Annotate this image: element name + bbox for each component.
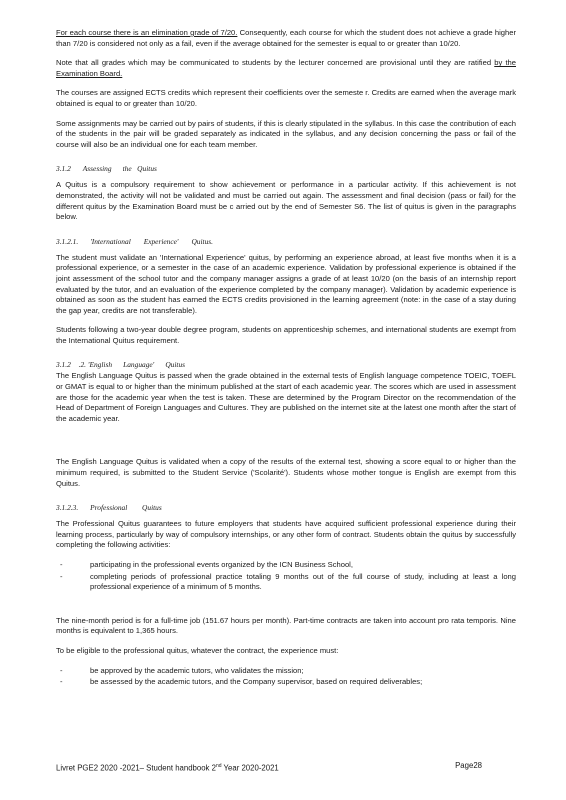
quitus-heading-number: 3.1.2 [56, 164, 71, 174]
professional-activities-list [56, 560, 516, 593]
spacer [56, 433, 516, 457]
dash-bullet: - [60, 677, 63, 687]
nine-month-paragraph: The nine-month period is for a full-time job (151.67 hours per month). Part-time contracts are taken into account pro rata temporis. Nine months is equivalent to 1,365 hours. [56, 615, 516, 636]
provisional-grades-text: Note that all grades which may be communicated to students by the lecturer concerned are provisional until they are ratified [56, 58, 495, 68]
elimination-grade-paragraph [56, 28, 516, 49]
dash-bullet: - [60, 571, 63, 581]
eligibility-paragraph: To be eligible to the professional quitus, whatever the contract, the experience must: [56, 645, 339, 655]
document-page [56, 28, 516, 697]
elimination-grade-underlined: For each course there is an elimination grade of 7/20. [56, 28, 238, 37]
page-footer [56, 761, 482, 774]
footer-handbook-title [56, 761, 279, 774]
international-heading-number: 3.1.2.1. [56, 236, 79, 246]
english-heading-text: .2. 'English Language' Quitus [76, 360, 186, 370]
list-item [56, 666, 516, 677]
footer-title-text: Livret PGE2 2020 -2021– Student handbook 2 [56, 763, 216, 773]
page-number: Page28 [455, 761, 482, 770]
list-item-text: be assessed by the academic tutors, and the Company supervisor, based on required deliverables; [90, 677, 423, 687]
ects-credits-paragraph: The courses are assigned ECTS credits which represent their coefficients over the semeste r. Credits are earned when the average mark obtained is equal to or greater than 10/20. [56, 88, 516, 108]
dash-bullet: - [60, 665, 63, 675]
quitus-heading-text: Assessing the Quitus [82, 164, 157, 174]
professional-paragraph: The Professional Quitus guarantees to future employers that students have acquired sufficient professional experience during their learning process, particularly by way of compulsory internships, or any other form of contract. Students obtain the quitus by successfully completing the following activities: [56, 519, 516, 550]
international-exempt-paragraph: Students following a two-year double degree program, students on apprenticeship schemes, and international students are exempt from the International Quitus requirement. [56, 325, 516, 345]
eligibility-list [56, 666, 516, 688]
examination-board-underlined: by the Examination Board. [56, 58, 516, 78]
list-item-text: be approved by the academic tutors, who validates the mission; [90, 665, 304, 675]
spacer [56, 602, 516, 616]
english-validation-paragraph: The English Language Quitus is validated when a copy of the results of the external test, showing a score equal to or higher than the minimum required, is submitted to the Student Service ('Scolarité'). Students whose mother tongue is English are exempt from this Quitus. [56, 457, 516, 488]
english-heading [56, 360, 516, 370]
professional-heading [56, 503, 516, 513]
list-item-text: participating in the professional events organized by the ICN Business School, [90, 560, 353, 569]
footer-year-text: Year 2020-2021 [221, 763, 279, 773]
professional-heading-number: 3.1.2.3. [56, 503, 79, 513]
list-item [56, 572, 516, 593]
list-item [56, 560, 516, 571]
english-heading-number: 3.1.2 [56, 360, 71, 370]
list-item-text: completing periods of professional practice totaling 9 months out of the full course of study, including at least a long professional experience of a minimum of 5 months. [90, 571, 516, 592]
list-item [56, 677, 516, 688]
elimination-grade-text: Consequently, each course for which the student does not achieve a grade higher than 7/20 is considered not only as a fail, even if the average obtained for the semester is equal to or greater than 10/20. [56, 28, 516, 48]
provisional-grades-paragraph [56, 58, 516, 79]
international-paragraph: The student must validate an 'International Experience' quitus, by performing an experience abroad, at least five months when it is a professional experience, or a semester in the case of an academic experience. Validation by professional experience is obtained if the joint assessment of the school tutor and the company manager assigns a grade of at least 10/20 (on the basis of an internship report evaluated by the tutor, and an evaluation of the experience completed by the company manager). Validation by academic experience is obtained as soon as the student has earned the ECTS credits provisioned in the learning agreement (note: in the case of a stay during the gap year, credits are not transferable). [56, 252, 516, 315]
pair-assignments-paragraph: Some assignments may be carried out by pairs of students, if this is clearly stipulated in the syllabus. In this case the contribution of each of the students in the pair will be graded separately as indicated in the syllabus, and any decision concerning the pass or fail of the course will also be an individual one for each team member. [56, 118, 516, 149]
footer-title-superscript: nd [215, 763, 222, 769]
international-heading [56, 237, 516, 247]
international-heading-text: 'International Experience' Quitus. [90, 236, 213, 246]
quitus-paragraph: A Quitus is a compulsory requirement to show achievement or performance in a particular activity. If this achievement is not demonstrated, the activity will not be validated and must be carried out again. The assessment and final decision (pass or fail) for the different quitus by the Examination Board must be c arried out by the end of Semester S6. The list of quitus is given in the paragraphs below. [56, 180, 516, 222]
dash-bullet: - [60, 560, 63, 569]
professional-heading-text: Professional Quitus [90, 503, 162, 513]
english-paragraph: The English Language Quitus is passed when the grade obtained in the external tests of English language competence TOEIC, TOEFL or GMAT is equal to or higher than the minimum published at the start of each academic year. The scores which are used in assessment are those for the academic year when the test is taken. These are determined by the Program Director on the recommendation of the Head of Department of Foreign Languages and Cultures. They are published on the internet site at the latest one month after the start of the academic year. [56, 371, 516, 423]
quitus-heading [56, 164, 516, 174]
